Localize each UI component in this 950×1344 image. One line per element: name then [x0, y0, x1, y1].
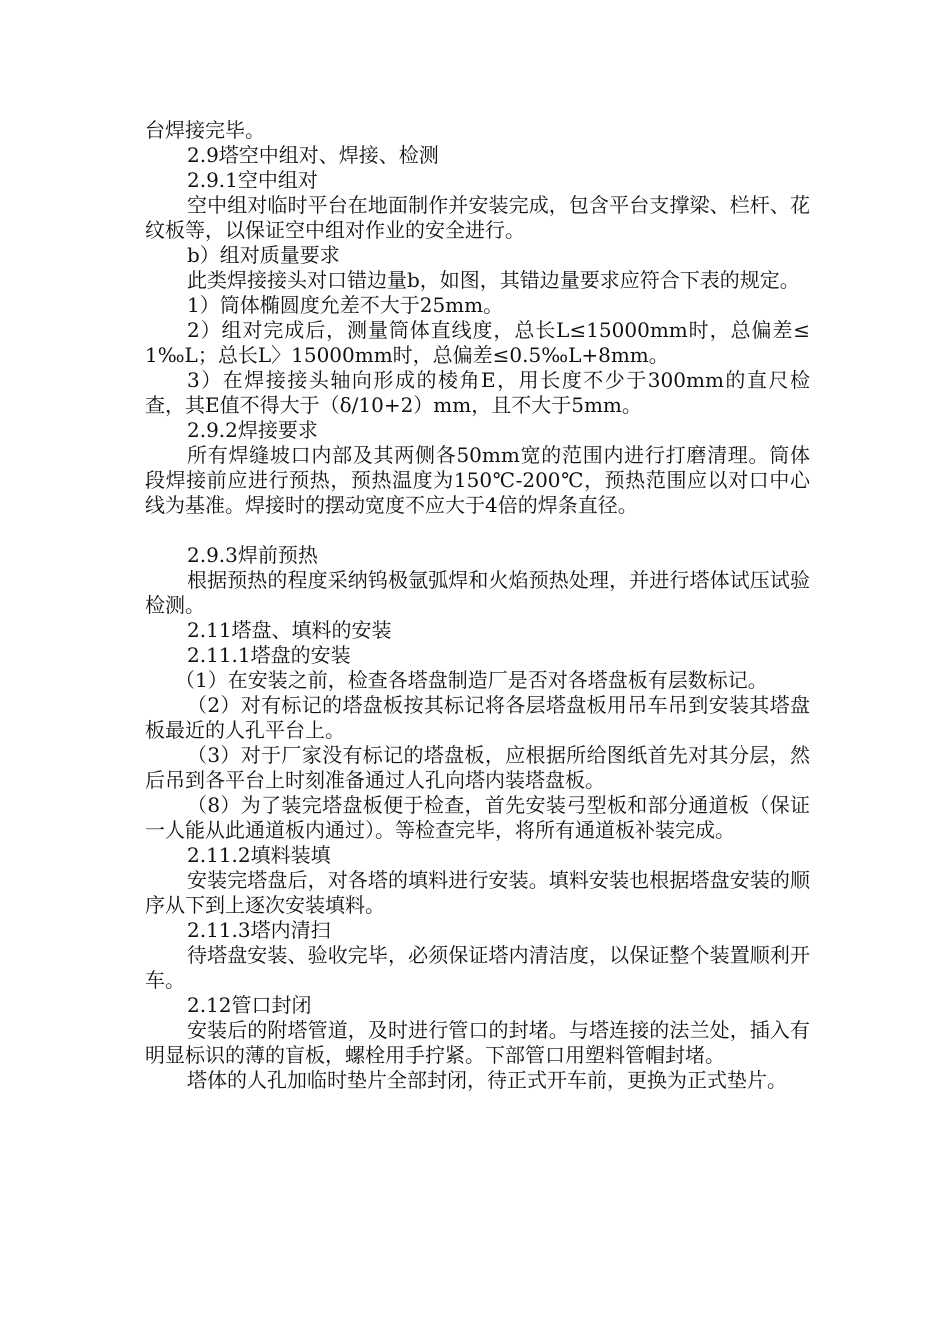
- list-item-tray-8: （8）为了装完塔盘板便于检查，首先安装弓型板和部分通道板（保证一人能从此通道板内通过）。等检查完毕，将所有通道板补装完成。: [145, 793, 810, 842]
- section-heading-2-9-2: 2.9.2焊接要求: [187, 418, 318, 442]
- subheading-assembly-quality: b）组对质量要求: [187, 243, 340, 267]
- section-heading-2-12: 2.12管口封闭: [187, 993, 312, 1017]
- paragraph-continuation: 台焊接完毕。: [145, 118, 265, 142]
- section-heading-2-11-1: 2.11.1塔盘的安装: [187, 643, 351, 667]
- list-item-tray-1: （1）在安装之前，检查各塔盘制造厂是否对各塔盘板有层数标记。: [175, 668, 768, 692]
- section-heading-2-9-1: 2.9.1空中组对: [187, 168, 318, 192]
- section-heading-2-11-3: 2.11.3塔内清扫: [187, 918, 331, 942]
- paragraph-misalignment: 此类焊接接头对口错边量b，如图，其错边量要求应符合下表的规定。: [187, 268, 800, 292]
- document-page: [145, 118, 810, 1093]
- list-item-straightness: 2）组对完成后，测量筒体直线度，总长L≤15000mm时，总偏差≤1‰L；总长L〉15000mm时，总偏差≤0.5‰L+8mm。: [145, 318, 810, 367]
- paragraph-welding-requirements: 所有焊缝坡口内部及其两侧各50mm宽的范围内进行打磨清理。筒体段焊接前应进行预热，预热温度为150℃-200℃，预热范围应以对口中心线为基准。焊接时的摆动宽度不应大于4倍的焊条直径。: [145, 443, 810, 517]
- paragraph-packing: 安装完塔盘后，对各塔的填料进行安装。填料安装也根据塔盘安装的顺序从下到上逐次安装填料。: [145, 868, 810, 917]
- section-heading-2-11: 2.11塔盘、填料的安装: [187, 618, 392, 642]
- paragraph-temporary-platform: 空中组对临时平台在地面制作并安装完成，包含平台支撑梁、栏杆、花纹板等，以保证空中组对作业的安全进行。: [145, 193, 810, 242]
- section-heading-2-9-3: 2.9.3焊前预热: [187, 543, 318, 567]
- list-item-tray-2: （2）对有标记的塔盘板按其标记将各层塔盘板用吊车吊到安装其塔盘板最近的人孔平台上。: [145, 693, 810, 742]
- paragraph-cleaning: 待塔盘安装、验收完毕，必须保证塔内清洁度，以保证整个装置顺利开车。: [145, 943, 810, 992]
- list-item-angularity: 3）在焊接接头轴向形成的棱角E，用长度不少于300mm的直尺检查，其E值不得大于（δ/10+2）mm，且不大于5mm。: [145, 368, 810, 417]
- list-item-tray-3: （3）对于厂家没有标记的塔盘板，应根据所给图纸首先对其分层，然后吊到各平台上时刻准备通过人孔向塔内装塔盘板。: [145, 743, 810, 792]
- section-heading-2-11-2: 2.11.2填料装填: [187, 843, 331, 867]
- paragraph-preheating: 根据预热的程度采纳钨极氩弧焊和火焰预热处理，并进行塔体试压试验检测。: [145, 568, 810, 617]
- paragraph-manhole-gasket: 塔体的人孔加临时垫片全部封闭，待正式开车前，更换为正式垫片。: [187, 1068, 787, 1092]
- blank-line: [145, 518, 810, 543]
- paragraph-nozzle-sealing: 安装后的附塔管道，及时进行管口的封堵。与塔连接的法兰处，插入有明显标识的薄的盲板，螺栓用手拧紧。下部管口用塑料管帽封堵。: [145, 1018, 810, 1067]
- section-heading-2-9: 2.9塔空中组对、焊接、检测: [187, 143, 439, 167]
- list-item-ovality: 1）筒体椭圆度允差不大于25mm。: [187, 293, 504, 317]
